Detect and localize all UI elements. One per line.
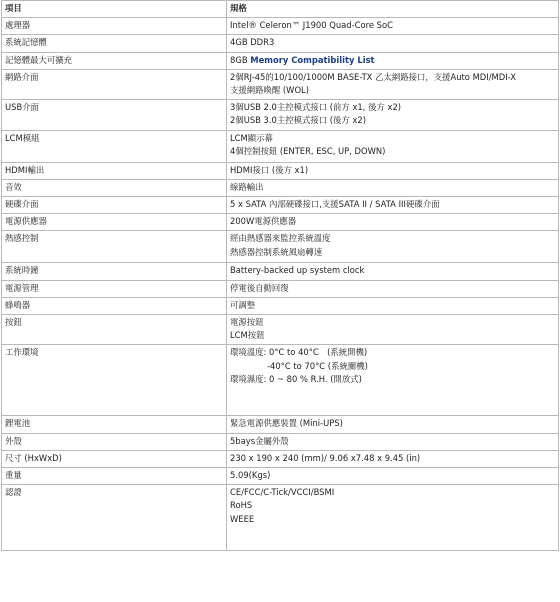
spec-line: 200W電源供應器 bbox=[230, 216, 297, 227]
row-spec bbox=[227, 179, 559, 196]
row-spec bbox=[227, 416, 559, 433]
table-row bbox=[2, 18, 559, 35]
row-item: 音效 bbox=[2, 179, 227, 196]
spec-line: 3個USB 2.0主控模式接口 (前方 x1, 後方 x2) bbox=[230, 102, 402, 113]
row-spec bbox=[227, 468, 559, 485]
table-row bbox=[2, 433, 559, 450]
spec-line: 經由熱感器來監控系統溫度 bbox=[230, 233, 331, 244]
row-item: 網路介面 bbox=[2, 69, 227, 99]
row-item: 系統記憶體 bbox=[2, 35, 227, 52]
table-row bbox=[2, 52, 559, 69]
table-row bbox=[2, 345, 559, 416]
row-item: 電源管理 bbox=[2, 280, 227, 297]
row-item: 熱感控制 bbox=[2, 231, 227, 263]
spec-line: 2個USB 3.0主控模式接口 (後方 x2) bbox=[230, 115, 367, 126]
table-row bbox=[2, 197, 559, 214]
row-item: 電源供應器 bbox=[2, 214, 227, 231]
spec-line: 5bays金屬外殼 bbox=[230, 435, 289, 446]
row-spec bbox=[227, 69, 559, 99]
table-header-row bbox=[2, 1, 559, 18]
row-spec bbox=[227, 450, 559, 467]
table-row bbox=[2, 468, 559, 485]
row-spec bbox=[227, 485, 559, 551]
row-spec bbox=[227, 315, 559, 345]
spec-line: 環境溫度: 0°C to 40°C (系統開機) bbox=[230, 347, 368, 358]
row-spec bbox=[227, 297, 559, 314]
spec-line: WEEE bbox=[230, 513, 255, 524]
table-row bbox=[2, 297, 559, 314]
spec-line: Intel® Celeron™ J1900 Quad-Core SoC bbox=[230, 20, 393, 31]
spec-line: 4GB DDR3 bbox=[230, 37, 275, 48]
table-row bbox=[2, 315, 559, 345]
row-spec bbox=[227, 18, 559, 35]
row-spec bbox=[227, 231, 559, 263]
row-item: 處理器 bbox=[2, 18, 227, 35]
spec-line: LCM按鈕 bbox=[230, 330, 265, 341]
row-item: 系統時鐘 bbox=[2, 263, 227, 280]
row-spec bbox=[227, 263, 559, 280]
row-item: 按鈕 bbox=[2, 315, 227, 345]
spec-line: LCM顯示幕 bbox=[230, 132, 273, 143]
row-spec bbox=[227, 35, 559, 52]
table-row bbox=[2, 416, 559, 433]
spec-line: 停電後自動回復 bbox=[230, 282, 289, 293]
spec-line: 2個RJ-45的10/100/1000M BASE-TX 乙太網路接口，支援Auto MDI/MDI-X bbox=[230, 71, 517, 82]
row-item: 鋰電池 bbox=[2, 416, 227, 433]
row-spec bbox=[227, 52, 559, 69]
table-row bbox=[2, 263, 559, 280]
row-spec bbox=[227, 433, 559, 450]
row-spec bbox=[227, 100, 559, 130]
spec-line: 線路輸出 bbox=[230, 181, 264, 192]
row-item: 工作環境 bbox=[2, 345, 227, 416]
spec-table bbox=[1, 0, 559, 551]
spec-line: 熱感器控制系統風扇轉速 bbox=[230, 246, 323, 257]
row-spec bbox=[227, 197, 559, 214]
spec-line: 230 x 190 x 240 (mm)/ 9.06 x7.48 x 9.45 (in) bbox=[230, 452, 421, 463]
table-row bbox=[2, 100, 559, 130]
spec-line: 4個控制按鈕 (ENTER, ESC, UP, DOWN) bbox=[230, 145, 386, 156]
row-spec bbox=[227, 345, 559, 416]
spec-line: Battery-backed up system clock bbox=[230, 265, 365, 276]
table-row bbox=[2, 69, 559, 99]
table-row bbox=[2, 280, 559, 297]
table-row bbox=[2, 130, 559, 162]
spec-line: 可調整 bbox=[230, 299, 256, 310]
table-row bbox=[2, 450, 559, 467]
spec-line: -40°C to 70°C (系統關機) bbox=[267, 360, 368, 371]
row-spec bbox=[227, 214, 559, 231]
header-item: 項目 bbox=[2, 1, 227, 18]
table-row bbox=[2, 35, 559, 52]
spec-line: 支援網路喚醒 (WOL) bbox=[230, 85, 309, 96]
row-spec bbox=[227, 280, 559, 297]
table-row bbox=[2, 179, 559, 196]
table-row bbox=[2, 162, 559, 179]
spec-line: 緊急電源供應裝置 (Mini-UPS) bbox=[230, 418, 343, 429]
row-item: USB介面 bbox=[2, 100, 227, 130]
spec-line: RoHS bbox=[230, 500, 253, 511]
memory-compatibility-link[interactable]: Memory Compatibility List bbox=[250, 54, 375, 65]
spec-line: 5.09(Kgs) bbox=[230, 470, 271, 481]
spec-line: 電源按鈕 bbox=[230, 317, 264, 328]
spec-line: 5 x SATA 內部硬碟接口,支援SATA II / SATA III硬碟介面 bbox=[230, 199, 440, 210]
table-row bbox=[2, 231, 559, 263]
row-spec bbox=[227, 162, 559, 179]
row-item: 認證 bbox=[2, 485, 227, 551]
row-item: 蜂鳴器 bbox=[2, 297, 227, 314]
spec-prefix: 8GB bbox=[230, 54, 251, 65]
row-item: 記憶體最大可擴充 bbox=[2, 52, 227, 69]
table-row bbox=[2, 485, 559, 551]
header-spec: 規格 bbox=[227, 1, 559, 18]
spec-line: CE/FCC/C-Tick/VCCI/BSMI bbox=[230, 487, 335, 498]
spec-line: HDMI接口 (後方 x1) bbox=[230, 164, 309, 175]
row-spec bbox=[227, 130, 559, 162]
spec-line: 環境濕度: 0 ~ 80 % R.H. (開放式) bbox=[230, 373, 362, 384]
row-item: 尺寸 (HxWxD) bbox=[2, 450, 227, 467]
row-item: 外殼 bbox=[2, 433, 227, 450]
row-item: HDMI輸出 bbox=[2, 162, 227, 179]
table-row bbox=[2, 214, 559, 231]
row-item: LCM模組 bbox=[2, 130, 227, 162]
row-item: 重量 bbox=[2, 468, 227, 485]
row-item: 硬碟介面 bbox=[2, 197, 227, 214]
